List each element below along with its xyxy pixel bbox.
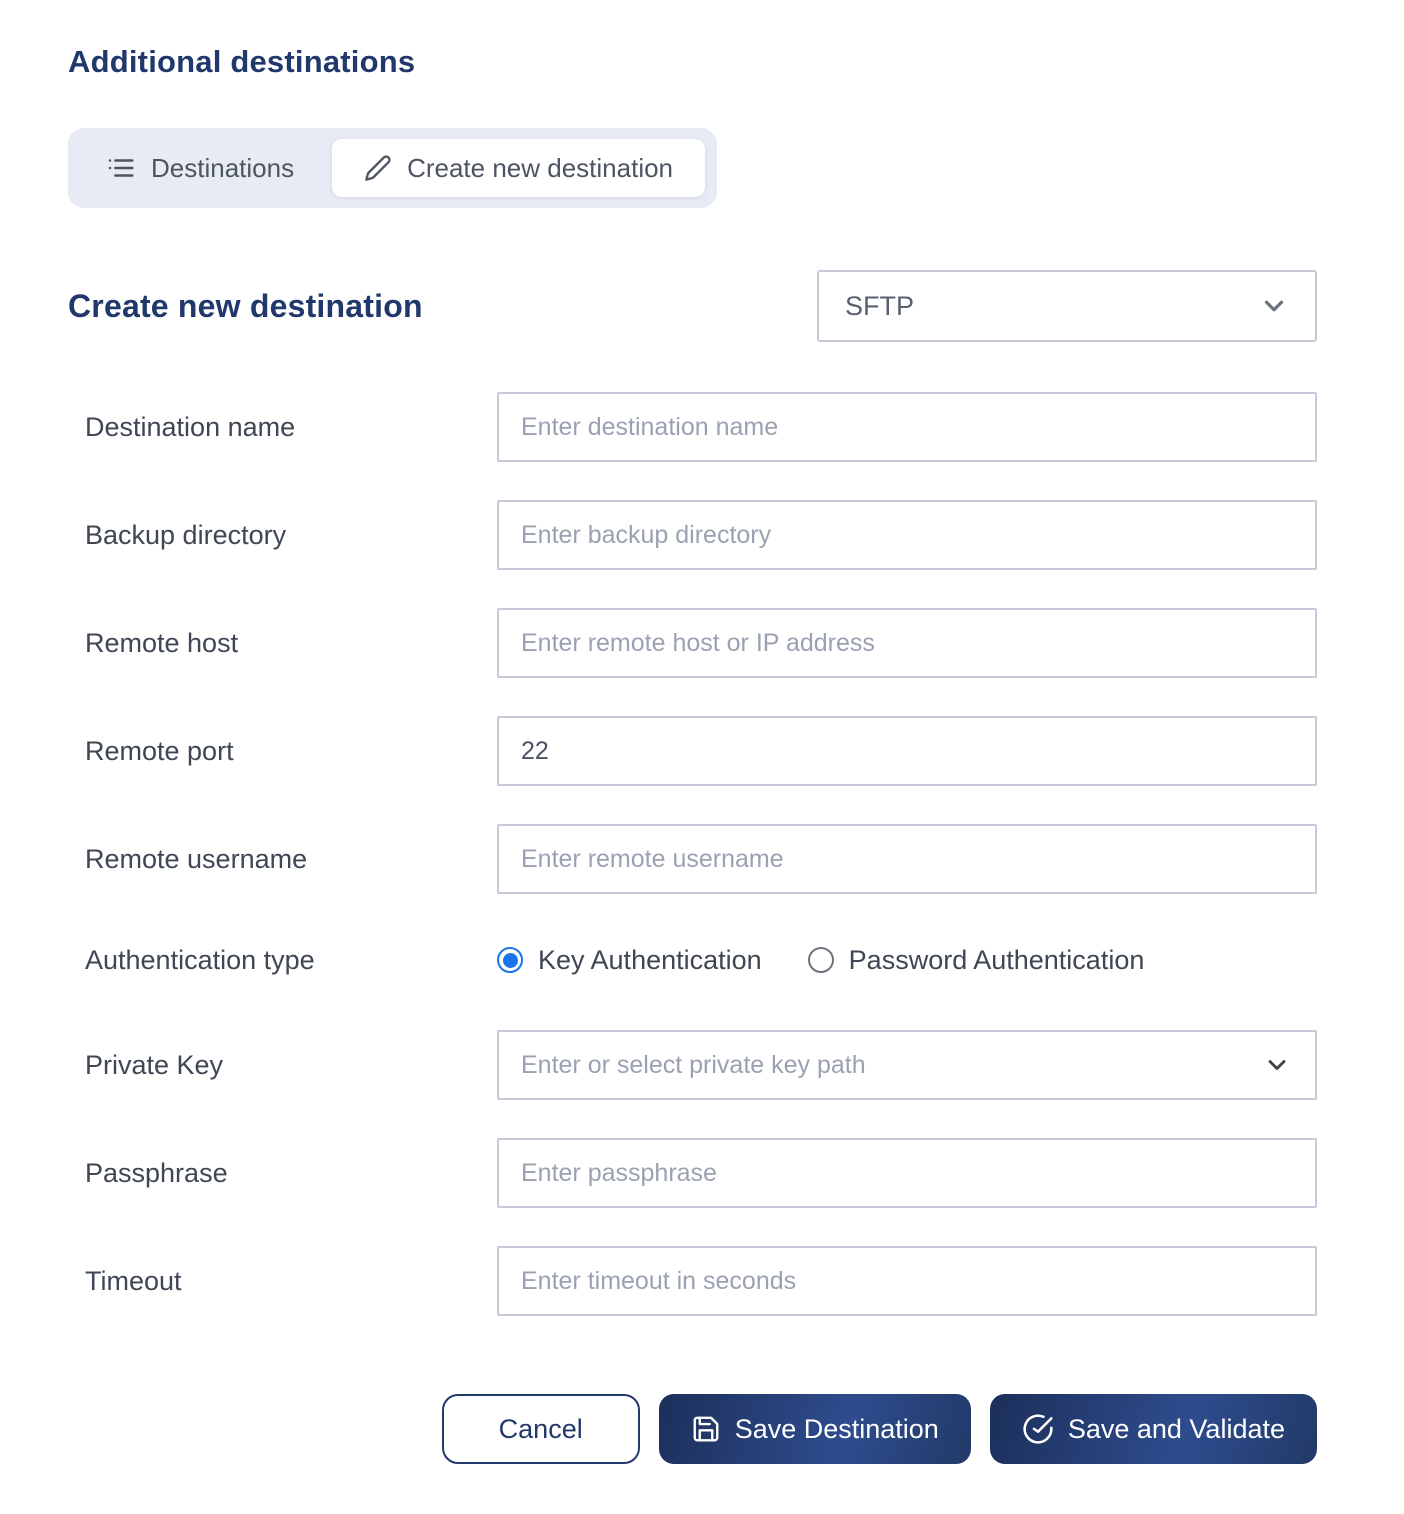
destination-name-label: Destination name (85, 411, 296, 442)
remote-host-label: Remote host (85, 627, 239, 658)
remote-port-input[interactable] (497, 716, 1317, 786)
destination-type-value: SFTP (845, 290, 915, 321)
pencil-icon (364, 154, 392, 182)
chevron-down-icon (1259, 291, 1289, 321)
destination-form (68, 392, 1317, 1316)
form-row-authentication-type (68, 932, 1317, 988)
check-circle-icon (1022, 1413, 1054, 1445)
backup-directory-input[interactable] (497, 500, 1317, 570)
tab-destinations-label: Destinations (151, 152, 295, 183)
create-destination-panel (68, 44, 1317, 1464)
password-authentication-radio[interactable] (808, 945, 1145, 976)
destination-type-select[interactable] (817, 270, 1317, 342)
form-row-private-key (68, 1030, 1317, 1100)
form-row-remote-port (68, 716, 1317, 786)
destination-name-input[interactable] (497, 392, 1317, 462)
section-heading: Create new destination (68, 287, 423, 324)
radio-selected-icon (497, 947, 523, 973)
timeout-label: Timeout (85, 1265, 182, 1296)
radio-unselected-icon (808, 947, 834, 973)
form-row-remote-host (68, 608, 1317, 678)
form-actions (68, 1394, 1317, 1464)
tab-destinations[interactable] (80, 139, 332, 197)
remote-username-input[interactable] (497, 824, 1317, 894)
save-and-validate-button[interactable] (990, 1394, 1317, 1464)
remote-port-label: Remote port (85, 735, 234, 766)
remote-host-input[interactable] (497, 608, 1317, 678)
timeout-input[interactable] (497, 1246, 1317, 1316)
password-authentication-label: Password Authentication (848, 944, 1145, 975)
passphrase-label: Passphrase (85, 1157, 228, 1188)
tab-create-label: Create new destination (407, 152, 674, 183)
save-destination-label: Save Destination (734, 1413, 939, 1444)
backup-directory-label: Backup directory (85, 519, 287, 550)
passphrase-input[interactable] (497, 1138, 1317, 1208)
key-authentication-label: Key Authentication (538, 944, 762, 975)
private-key-input[interactable] (497, 1030, 1317, 1100)
page-title: Additional destinations (68, 44, 416, 79)
destination-tabs (68, 128, 717, 208)
form-row-destination-name (68, 392, 1317, 462)
form-row-passphrase (68, 1138, 1317, 1208)
form-row-remote-username (68, 824, 1317, 894)
save-destination-button[interactable] (659, 1394, 971, 1464)
save-icon (691, 1414, 721, 1444)
form-row-timeout (68, 1246, 1317, 1316)
private-key-label: Private Key (85, 1049, 224, 1080)
authentication-type-label: Authentication type (85, 944, 315, 975)
save-and-validate-label: Save and Validate (1067, 1413, 1285, 1444)
key-authentication-radio[interactable] (497, 945, 762, 976)
cancel-button[interactable] (442, 1394, 640, 1464)
tab-create-new-destination[interactable] (332, 139, 705, 197)
authentication-type-options (497, 945, 1317, 976)
form-row-backup-directory (68, 500, 1317, 570)
remote-username-label: Remote username (85, 843, 308, 874)
list-icon (106, 153, 136, 183)
cancel-button-label: Cancel (498, 1413, 583, 1444)
